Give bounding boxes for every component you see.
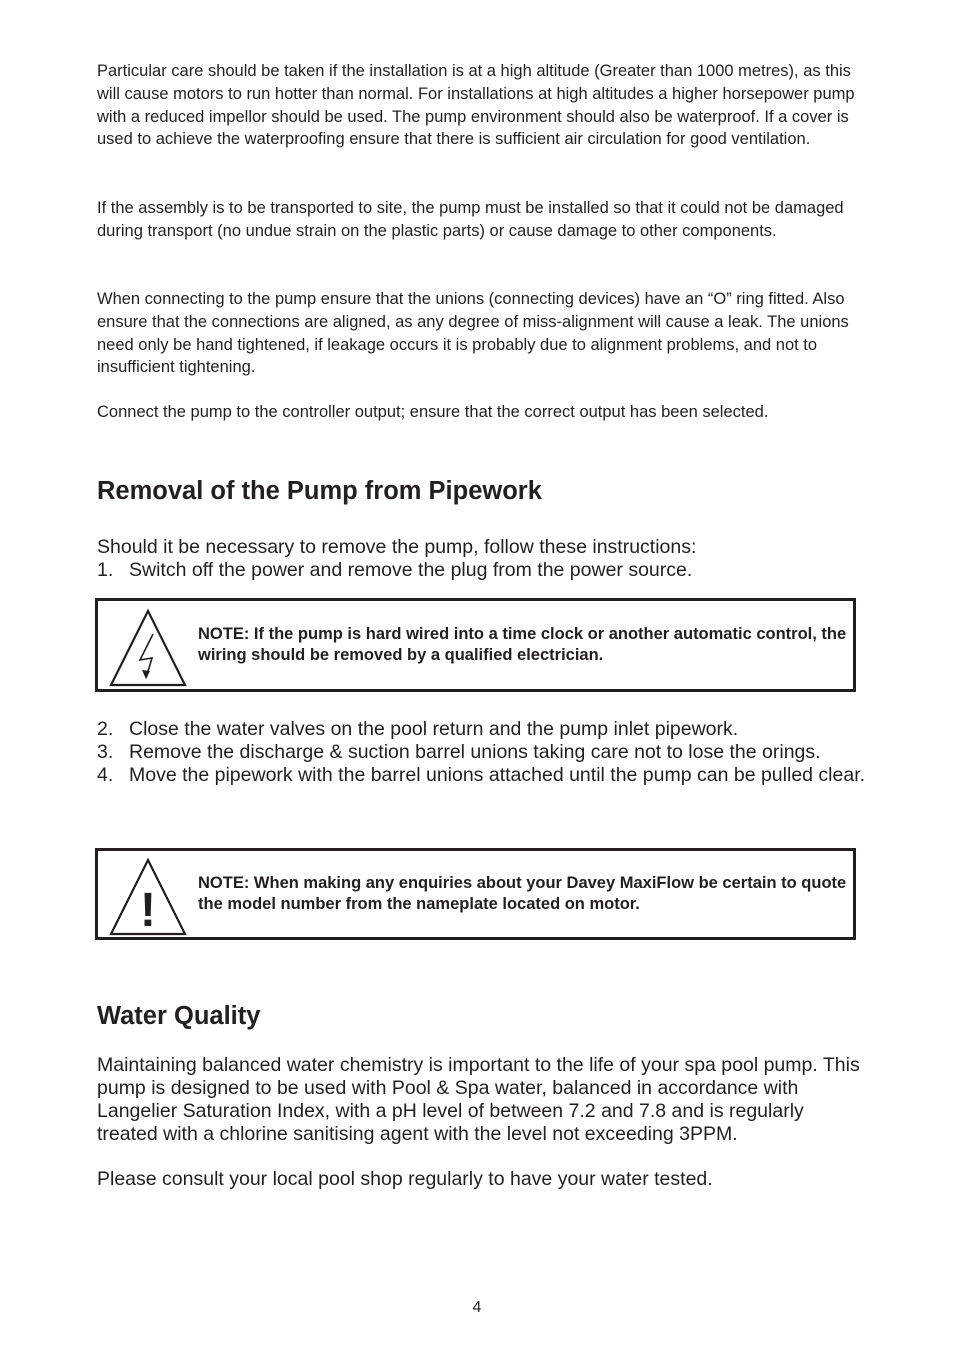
step-text: Close the water valves on the pool return and the pump inlet pipework. (129, 718, 739, 740)
removal-steps-list-b (97, 718, 867, 787)
heading-water-quality: Water Quality (97, 1002, 261, 1030)
list-item (97, 559, 867, 582)
paragraph-high-altitude: Particular care should be taken if the installation is at a high altitude (Greater than 1000 metres), as this will cause motors to run hotter than normal. For installations at high altitudes a higher horsepower pump with a reduced impellor should be used. The pump environment should also be waterproof. If a cover is used to achieve the waterproofing ensure that there is sufficient air circulation for good ventilation. (97, 62, 855, 149)
paragraph-controller: Connect the pump to the controller output; ensure that the correct output has been selected. (97, 403, 769, 421)
water-quality-paragraph: Maintaining balanced water chemistry is important to the life of your spa pool pump. This pump is designed to be used with Pool & Spa water, balanced in accordance with Langelier Saturation Index, with a pH level of between 7.2 and 7.8 and is regularly treated with a chlorine sanitising agent with the level not exceeding 3PPM. (97, 1054, 860, 1145)
removal-steps-list-a (97, 559, 867, 582)
step-number: 2. (97, 718, 114, 740)
step-number: 1. (97, 559, 114, 581)
paragraph-unions: When connecting to the pump ensure that the unions (connecting devices) have an “O” ring fitted. Also ensure that the connections are aligned, as any degree of miss-alignment will cause a leak. The unions need only be hand tightened, if leakage occurs it is probably due to alignment problems, and not to insufficient tightening. (97, 290, 849, 377)
heading-removal: Removal of the Pump from Pipework (97, 477, 542, 505)
step-number: 3. (97, 741, 114, 763)
note-enquiry (95, 848, 856, 940)
step-text: Move the pipework with the barrel unions attached until the pump can be pulled clear. (129, 764, 866, 786)
note-enquiry-text: NOTE: When making any enquiries about your Davey MaxiFlow be certain to quote the model number from the nameplate located on motor. (198, 874, 847, 913)
paragraph-transport: If the assembly is to be transported to site, the pump must be installed so that it could not be damaged during transport (no undue strain on the plastic parts) or cause damage to other components. (97, 199, 844, 240)
page-number: 4 (472, 1299, 482, 1316)
warning-glyph: ! (140, 884, 156, 937)
warning-icon (108, 857, 188, 937)
list-item (97, 718, 867, 741)
step-number: 4. (97, 764, 114, 786)
note-electrical-text: NOTE: If the pump is hard wired into a time clock or another automatic control, the wiring should be removed by a qualified electrician. (198, 625, 847, 664)
water-testing-paragraph: Please consult your local pool shop regularly to have your water tested. (97, 1168, 713, 1190)
step-text: Switch off the power and remove the plug from the power source. (129, 559, 693, 581)
list-item (97, 741, 867, 764)
note-electrical (95, 598, 856, 692)
removal-intro: Should it be necessary to remove the pump, follow these instructions: (97, 536, 697, 558)
step-text: Remove the discharge & suction barrel unions taking care not to lose the orings. (129, 741, 821, 763)
list-item (97, 764, 867, 787)
electrical-hazard-icon (108, 608, 188, 688)
